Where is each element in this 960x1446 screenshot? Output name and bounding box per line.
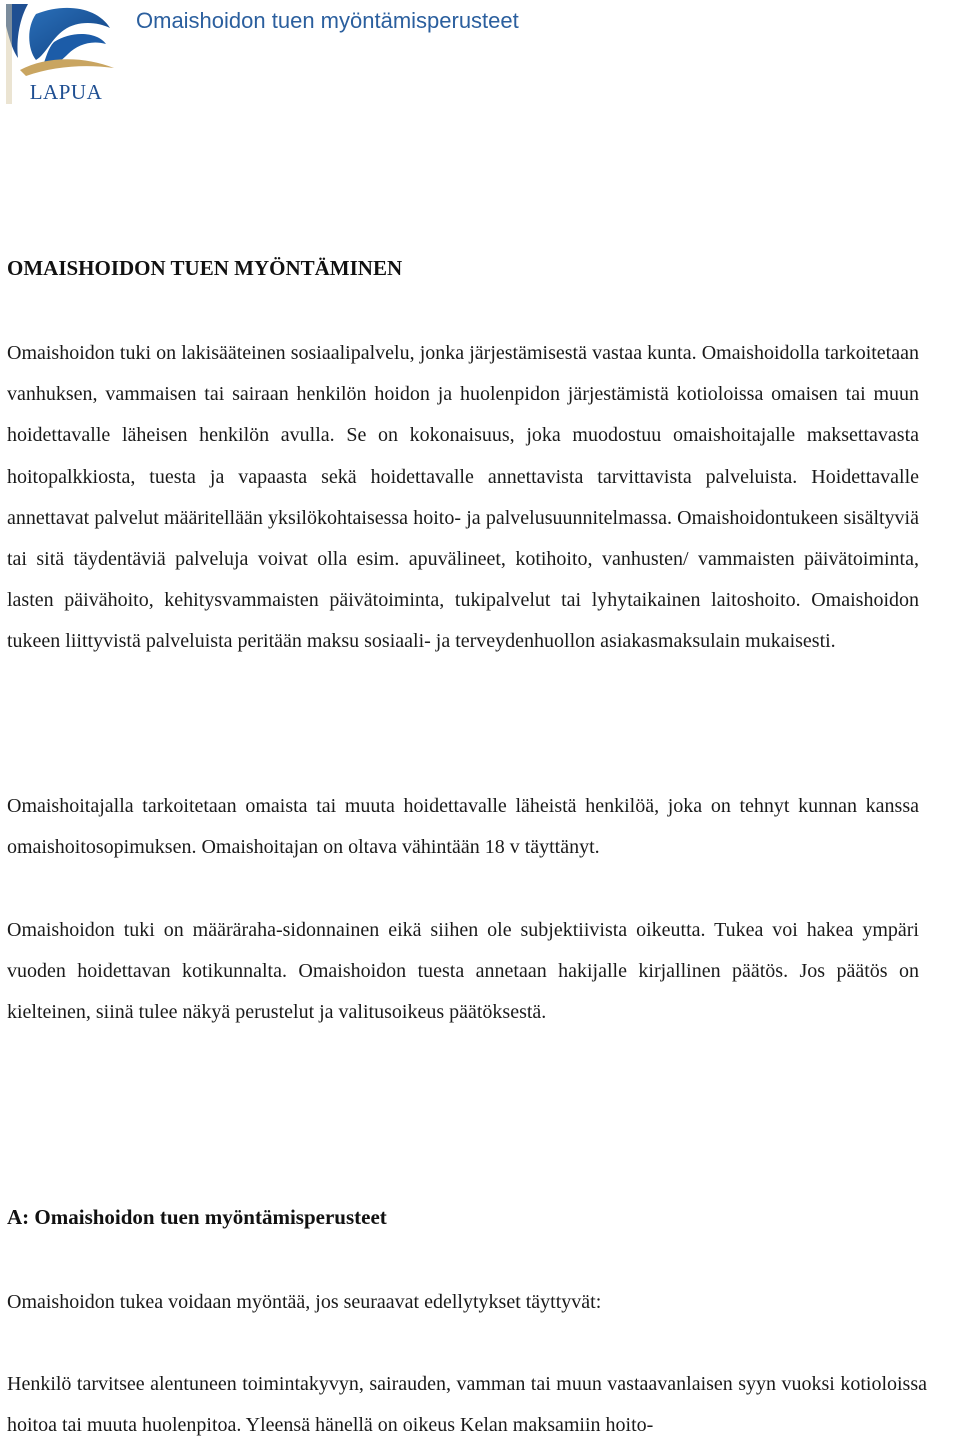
paragraph-funding: Omaishoidon tuki on määräraha-sidonnainen eikä siihen ole subjektiivista oikeutta. Tukea voi hakea ympäri vuoden hoidettavan kotikunnalta. Omaishoidon tuesta annetaan hakijalle kirjallinen päätös. Jos päätös on kielteinen, siinä tulee näkyä perustelut ja valitusoikeus päätöksestä. [7,919,919,1024]
main-heading: OMAISHOIDON TUEN MYÖNTÄMINEN [7,256,403,280]
page-header [0,0,960,110]
paragraph-conditions-intro: Omaishoidon tukea voidaan myöntää, jos seuraavat edellytykset täyttyvät: [7,1291,602,1313]
lapua-logo [6,4,126,108]
paragraph-intro: Omaishoidon tuki on lakisääteinen sosiaalipalvelu, jonka järjestämisestä vastaa kunta. Omaishoidolla tarkoitetaan vanhuksen, vammaisen tai sairaan henkilön hoidon ja huolenpidon järjestämistä kotioloissa omaisen tai muun hoidettavalle läheisen henkilön avulla. Se on kokonaisuus, joka muodostuu omaishoitajalle maksettavasta hoitopalkkiosta, tuesta ja vapaasta sekä hoidettavalle annettavista tarvittavista palveluista. Hoidettavalle annettavat palvelut määritellään yksilökohtaisessa hoito- ja palvelusuunnitelmassa. Omaishoidontukeen sisältyviä tai sitä täydentäviä palveluja voivat olla esim. apuvälineet, kotihoito, vanhusten/ vammaisten päivätoiminta, lasten päivähoito, kehitysvammaisten päivätoiminta, tukipalvelut tai lyhytaikainen laitoshoito. Omaishoidon tukeen liittyvistä palveluista peritään maksu sosiaali- ja terveydenhuollon asiakasmaksulain mukaisesti. [7,342,919,653]
paragraph-caregiver-definition: Omaishoitajalla tarkoitetaan omaista tai muuta hoidettavalle läheistä henkilöä, joka on tehnyt kunnan kanssa omaishoitosopimuksen. Omaishoitajan on oltava vähintään 18 v täyttänyt. [7,795,919,859]
section-heading-a: A: Omaishoidon tuen myöntämisperusteet [7,1205,387,1229]
header-title: Omaishoidon tuen myöntämisperusteet [136,8,519,33]
paragraph-condition-1: Henkilö tarvitsee alentuneen toimintakyvyn, sairauden, vamman tai muun vastaavanlaisen syyn vuoksi kotioloissa hoitoa tai muuta huolenpitoa. Yleensä hänellä on oikeus Kelan maksamiin hoito- [7,1373,927,1437]
logo-text: LAPUA [29,80,103,104]
